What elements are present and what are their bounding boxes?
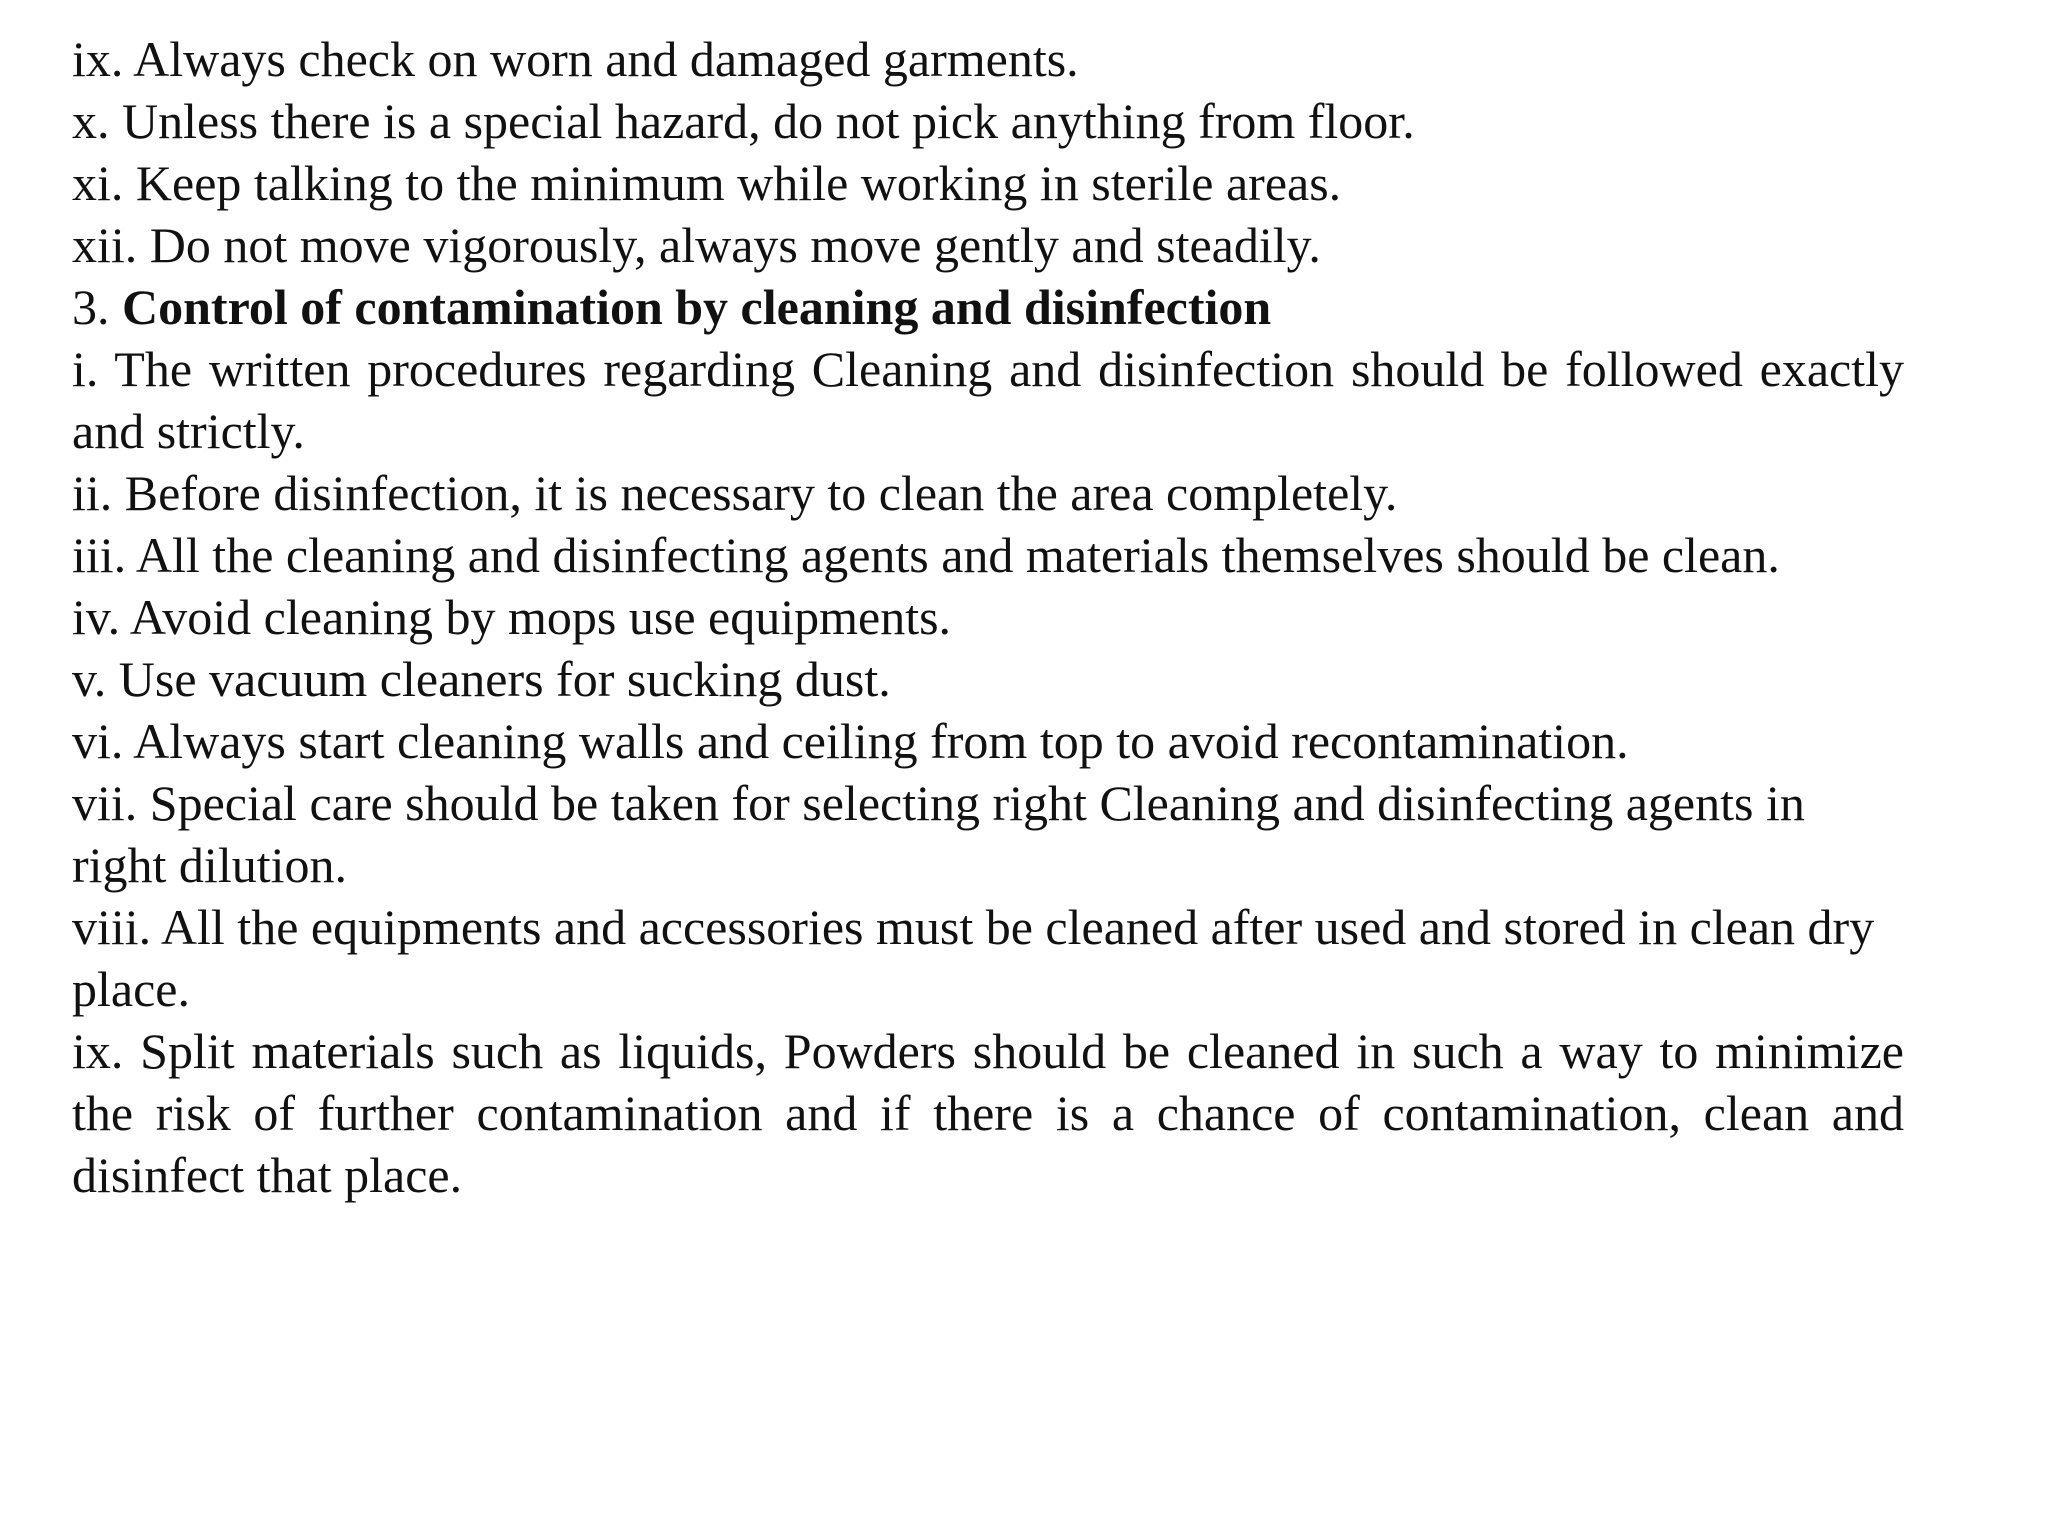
list-item: vii. Special care should be taken for selecting right Cleaning and disinfecting agents in right dilution. bbox=[72, 775, 1805, 893]
section-heading bbox=[72, 276, 1904, 338]
list-item: ii. Before disinfection, it is necessary to clean the area completely. bbox=[72, 465, 1398, 521]
list-item: ix. Always check on worn and damaged garments. bbox=[72, 31, 1079, 87]
document-page bbox=[72, 28, 1904, 1206]
list-item: v. Use vacuum cleaners for sucking dust. bbox=[72, 651, 891, 707]
list-item: vi. Always start cleaning walls and ceiling from top to avoid recontamination. bbox=[72, 713, 1629, 769]
list-item: ix. Split materials such as liquids, Powders should be cleaned in such a way to minimize the risk of further contamination and if there is a chance of contamination, clean and disinfect that place. bbox=[72, 1023, 1904, 1203]
section-title: Control of contamination by cleaning and disinfection bbox=[122, 279, 1272, 335]
list-item: i. The written procedures regarding Cleaning and disinfection should be followed exactly and strictly. bbox=[72, 341, 1904, 459]
section-number: 3. bbox=[72, 279, 122, 335]
list-item: iii. All the cleaning and disinfecting agents and materials themselves should be clean. bbox=[72, 527, 1780, 583]
list-item: iv. Avoid cleaning by mops use equipments. bbox=[72, 589, 952, 645]
list-item: viii. All the equipments and accessories must be cleaned after used and stored in clean dry place. bbox=[72, 899, 1875, 1017]
list-item: xii. Do not move vigorously, always move gently and steadily. bbox=[72, 217, 1321, 273]
list-item: xi. Keep talking to the minimum while working in sterile areas. bbox=[72, 155, 1342, 211]
list-item: x. Unless there is a special hazard, do not pick anything from floor. bbox=[72, 93, 1415, 149]
